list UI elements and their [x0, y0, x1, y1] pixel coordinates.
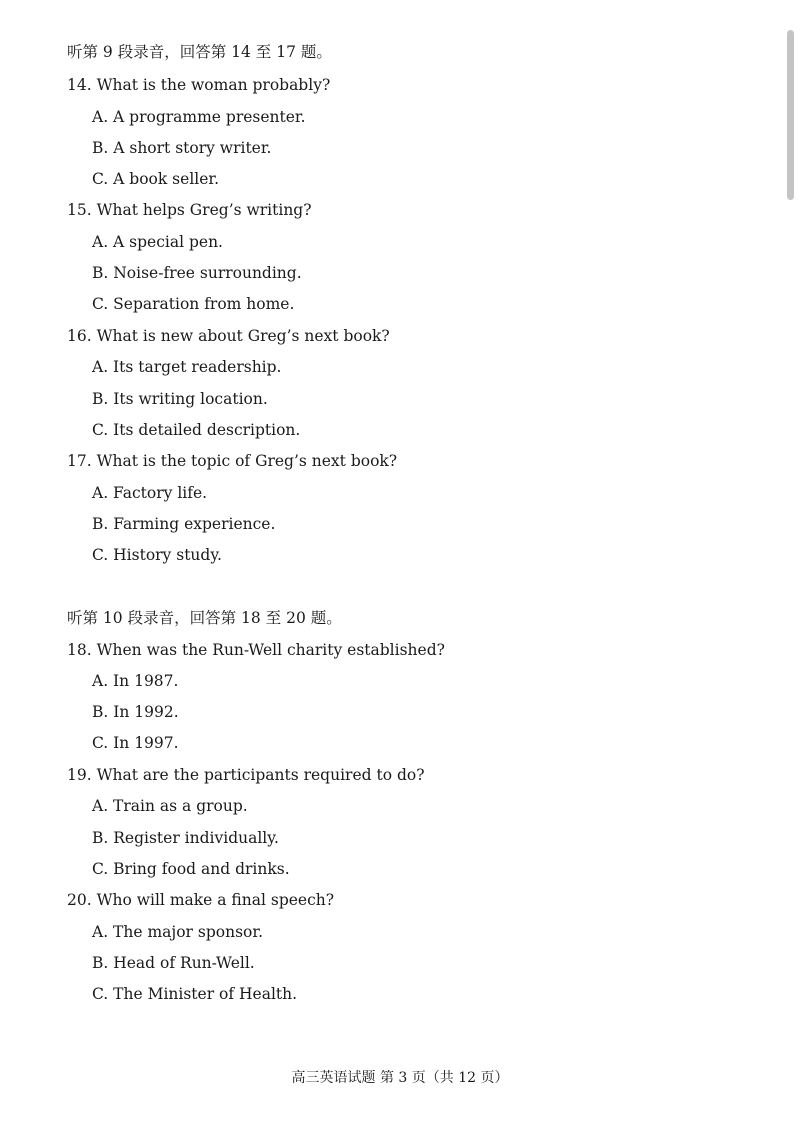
question-19-option-a: A. Train as a group. [92, 797, 248, 815]
question-20-option-c: C. The Minister of Health. [92, 985, 298, 1003]
question-18-option-a: A. In 1987. [92, 672, 179, 690]
question-16: 16. What is new about Greg’s next book? [67, 327, 390, 345]
page-footer: 高三英语试题 第 3 页（共 12 页） [291, 1070, 509, 1086]
question-17: 17. What is the topic of Greg’s next book? [67, 452, 398, 470]
question-19-option-b: B. Register individually. [92, 829, 279, 847]
question-18-option-b: B. In 1992. [92, 703, 179, 721]
question-18-option-c: C. In 1997. [92, 734, 179, 752]
section-instruction: 听第 10 段录音，回答第 18 至 20 题。 [67, 609, 342, 627]
question-15-option-b: B. Noise-free surrounding. [92, 264, 302, 282]
question-14-option-a: A. A programme presenter. [92, 108, 306, 126]
question-20: 20. Who will make a final speech? [67, 891, 335, 909]
question-17-option-b: B. Farming experience. [92, 515, 276, 533]
question-18: 18. When was the Run-Well charity established? [67, 641, 445, 659]
question-19-option-c: C. Bring food and drinks. [92, 860, 290, 878]
vertical-scrollbar-thumb[interactable] [787, 30, 794, 200]
section-instruction: 听第 9 段录音，回答第 14 至 17 题。 [67, 43, 332, 61]
question-14-option-b: B. A short story writer. [92, 139, 272, 157]
question-14-option-c: C. A book seller. [92, 170, 220, 188]
question-15-option-a: A. A special pen. [92, 233, 223, 251]
question-17-option-c: C. History study. [92, 546, 222, 564]
question-20-option-b: B. Head of Run-Well. [92, 954, 255, 972]
question-16-option-c: C. Its detailed description. [92, 421, 301, 439]
question-17-option-a: A. Factory life. [92, 484, 208, 502]
question-16-option-b: B. Its writing location. [92, 390, 268, 408]
question-16-option-a: A. Its target readership. [92, 358, 282, 376]
question-19: 19. What are the participants required to do? [67, 766, 425, 784]
question-14: 14. What is the woman probably? [67, 76, 331, 94]
question-15-option-c: C. Separation from home. [92, 295, 295, 313]
question-20-option-a: A. The major sponsor. [92, 923, 263, 941]
question-15: 15. What helps Greg’s writing? [67, 201, 312, 219]
